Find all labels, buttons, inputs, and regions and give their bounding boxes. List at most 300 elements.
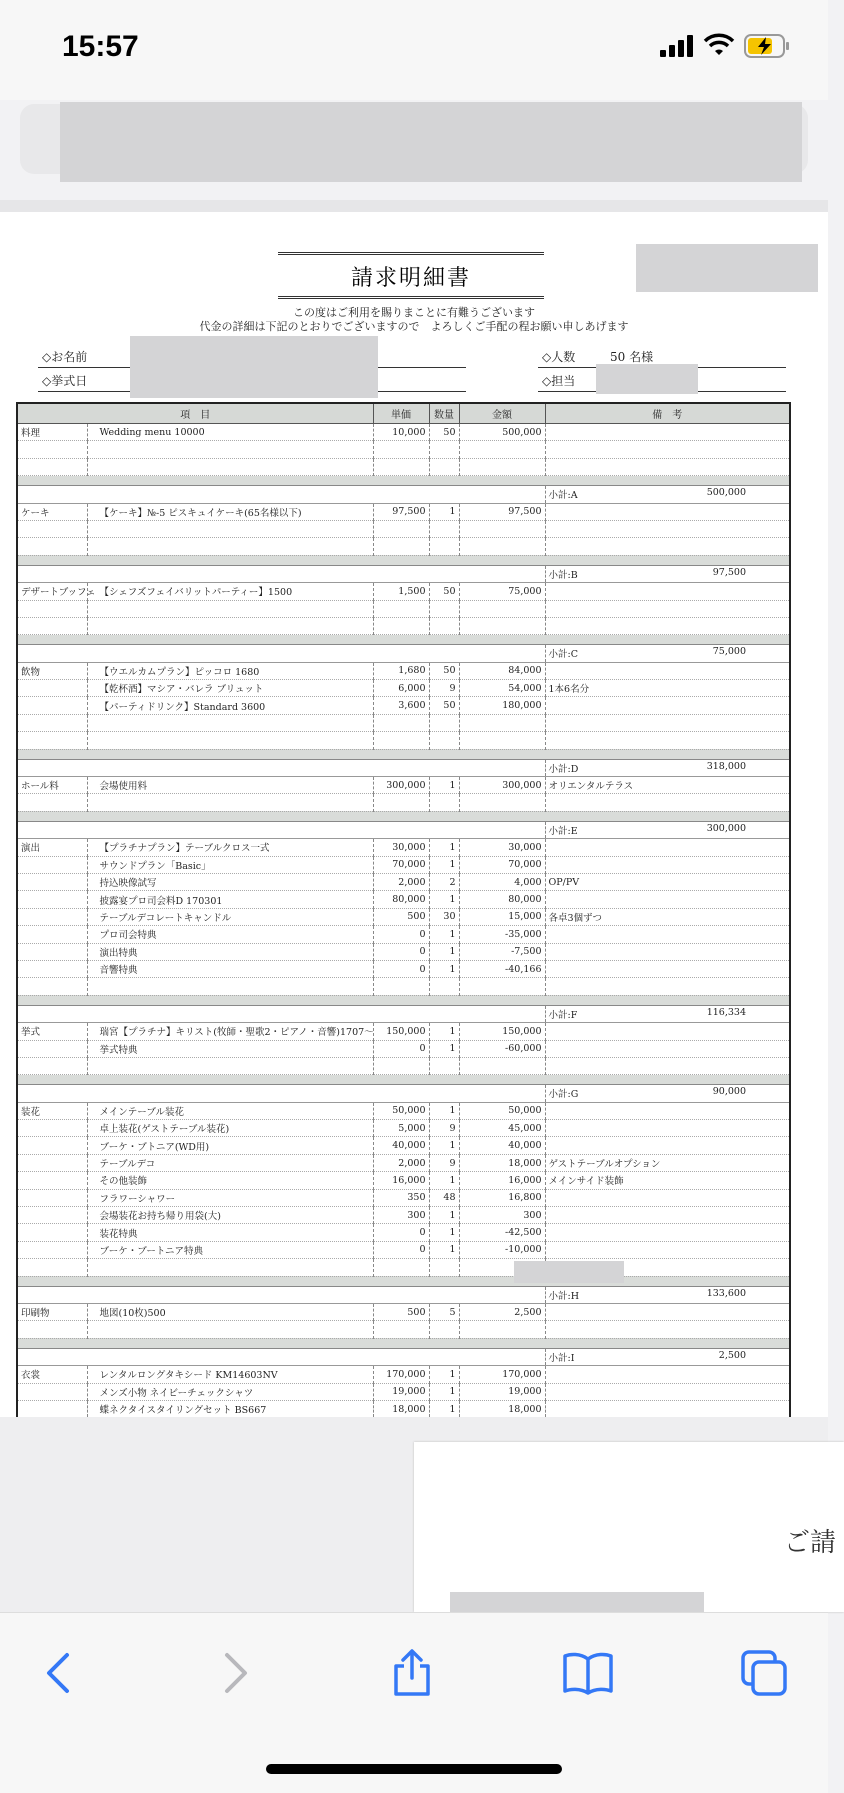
table-row bbox=[17, 1366, 790, 1383]
amount-cell: 70,000 bbox=[459, 856, 545, 873]
table-header-row bbox=[17, 403, 790, 424]
amount-cell: 45,000 bbox=[459, 1120, 545, 1137]
amount-cell: -35,000 bbox=[459, 926, 545, 943]
quantity-cell: 1 bbox=[429, 1172, 459, 1189]
category-cell bbox=[17, 1400, 87, 1418]
unit-price-cell: 0 bbox=[373, 960, 429, 977]
empty-cell bbox=[87, 714, 373, 731]
empty-cell bbox=[373, 1057, 429, 1074]
quantity-cell: 9 bbox=[429, 680, 459, 697]
empty-cell bbox=[429, 1057, 459, 1074]
table-row bbox=[17, 503, 790, 520]
next-page-text: ご請 bbox=[784, 1528, 837, 1558]
item-name-cell: 【乾杯酒】マシア・バレラ ブリュット bbox=[87, 680, 373, 697]
item-name-cell: Wedding menu 10000 bbox=[87, 424, 373, 441]
note-cell bbox=[545, 1189, 790, 1206]
amount-cell: 40,000 bbox=[459, 1137, 545, 1154]
note-cell bbox=[545, 1400, 790, 1418]
item-name-cell: 【パーティドリンク】Standard 3600 bbox=[87, 697, 373, 714]
note-cell bbox=[545, 891, 790, 908]
quantity-cell: 5 bbox=[429, 1303, 459, 1320]
subtotal-label: 小計:C bbox=[548, 649, 578, 661]
unit-price-cell: 40,000 bbox=[373, 1137, 429, 1154]
empty-cell bbox=[429, 520, 459, 537]
subtotal-cell bbox=[545, 1005, 790, 1022]
subtotal-label: 小計:D bbox=[548, 763, 579, 775]
category-cell: ケーキ bbox=[17, 503, 87, 520]
redacted-url bbox=[60, 102, 802, 182]
table-row bbox=[17, 1189, 790, 1206]
people-label: ◇人数 bbox=[542, 350, 576, 364]
item-name-cell: 【シェフズフェイバリットパーティー】1500 bbox=[87, 583, 373, 600]
people-value: 50 名様 bbox=[610, 350, 654, 364]
clock: 15:57 bbox=[62, 30, 139, 63]
unit-price-cell: 5,000 bbox=[373, 1120, 429, 1137]
subtotal-wrap bbox=[549, 1086, 787, 1100]
amount-cell: -42,500 bbox=[459, 1224, 545, 1241]
subtotal-value: 75,000 bbox=[712, 646, 746, 658]
empty-cell bbox=[373, 978, 429, 995]
item-name-cell: サウンドプラン「Basic」 bbox=[87, 856, 373, 873]
band-cell bbox=[17, 635, 790, 645]
item-name-cell: 会場装花お持ち帰り用袋(大) bbox=[87, 1207, 373, 1224]
category-cell bbox=[17, 1120, 87, 1137]
category-cell: ホール料 bbox=[17, 777, 87, 794]
subtotal-label: 小計:G bbox=[548, 1089, 579, 1101]
blank-row bbox=[17, 732, 790, 749]
note-cell bbox=[545, 926, 790, 943]
item-name-cell: 音響特典 bbox=[87, 960, 373, 977]
quantity-cell: 50 bbox=[429, 424, 459, 441]
empty-cell bbox=[373, 441, 429, 458]
quantity-cell: 1 bbox=[429, 891, 459, 908]
invoice-title: 請求明細書 bbox=[278, 252, 544, 299]
table-row bbox=[17, 1400, 790, 1418]
empty-cell bbox=[545, 441, 790, 458]
table-row bbox=[17, 1137, 790, 1154]
subtotal-row bbox=[17, 486, 790, 503]
section-band bbox=[17, 749, 790, 759]
chevron-left-icon bbox=[43, 1651, 73, 1695]
empty-cell bbox=[545, 458, 790, 475]
quantity-cell: 1 bbox=[429, 1366, 459, 1383]
quantity-cell: 1 bbox=[429, 960, 459, 977]
empty-cell bbox=[373, 794, 429, 811]
subtotal-value: 318,000 bbox=[706, 760, 746, 772]
empty-cell bbox=[17, 821, 545, 838]
staff-label: ◇担当 bbox=[542, 374, 576, 388]
invoice-page bbox=[0, 212, 828, 1417]
amount-cell: 2,500 bbox=[459, 1303, 545, 1320]
table-row bbox=[17, 873, 790, 890]
blank-row bbox=[17, 538, 790, 555]
unit-price-cell: 0 bbox=[373, 926, 429, 943]
table-row bbox=[17, 839, 790, 856]
quantity-cell: 48 bbox=[429, 1189, 459, 1206]
quantity-cell: 30 bbox=[429, 908, 459, 925]
table-row bbox=[17, 908, 790, 925]
empty-cell bbox=[17, 1286, 545, 1303]
note-cell bbox=[545, 1366, 790, 1383]
amount-cell: 97,500 bbox=[459, 503, 545, 520]
share-button[interactable] bbox=[382, 1643, 442, 1703]
quantity-cell: 1 bbox=[429, 926, 459, 943]
note-cell: 各卓3個ずつ bbox=[545, 908, 790, 925]
header-amount: 金額 bbox=[459, 403, 545, 424]
amount-cell: 18,000 bbox=[459, 1400, 545, 1418]
empty-cell bbox=[17, 520, 87, 537]
unit-price-cell: 0 bbox=[373, 1224, 429, 1241]
empty-cell bbox=[17, 1005, 545, 1022]
category-cell: 料理 bbox=[17, 424, 87, 441]
unit-price-cell: 3,600 bbox=[373, 697, 429, 714]
quantity-cell: 1 bbox=[429, 1383, 459, 1400]
empty-cell bbox=[459, 441, 545, 458]
table-row bbox=[17, 1224, 790, 1241]
unit-price-cell: 2,000 bbox=[373, 1154, 429, 1171]
empty-cell bbox=[373, 458, 429, 475]
empty-cell bbox=[17, 978, 87, 995]
note-cell: オリエンタルテラス bbox=[545, 777, 790, 794]
subtotal-row bbox=[17, 1286, 790, 1303]
address-bar[interactable] bbox=[20, 104, 808, 174]
subtotal-wrap bbox=[549, 567, 787, 581]
band-cell bbox=[17, 1276, 790, 1286]
empty-cell bbox=[17, 714, 87, 731]
quantity-cell: 1 bbox=[429, 1040, 459, 1057]
amount-cell: 18,000 bbox=[459, 1154, 545, 1171]
category-cell: 印刷物 bbox=[17, 1303, 87, 1320]
empty-cell bbox=[373, 732, 429, 749]
status-icons bbox=[660, 34, 790, 58]
amount-cell: -7,500 bbox=[459, 943, 545, 960]
table-row bbox=[17, 1207, 790, 1224]
unit-price-cell: 70,000 bbox=[373, 856, 429, 873]
category-cell: デザートブッフェ bbox=[17, 583, 87, 600]
note-cell bbox=[545, 1383, 790, 1400]
subtotal-label: 小計:H bbox=[548, 1290, 579, 1302]
blank-row bbox=[17, 458, 790, 475]
amount-cell: 300 bbox=[459, 1207, 545, 1224]
item-name-cell: その他装飾 bbox=[87, 1172, 373, 1189]
amount-cell: 170,000 bbox=[459, 1366, 545, 1383]
band-cell bbox=[17, 1075, 790, 1085]
note-cell bbox=[545, 943, 790, 960]
empty-cell bbox=[17, 759, 545, 776]
empty-cell bbox=[459, 617, 545, 634]
band-cell bbox=[17, 811, 790, 821]
empty-cell bbox=[545, 520, 790, 537]
blank-row bbox=[17, 520, 790, 537]
subtotal-value: 97,500 bbox=[712, 566, 746, 578]
table-row bbox=[17, 943, 790, 960]
empty-cell bbox=[373, 538, 429, 555]
empty-cell bbox=[373, 520, 429, 537]
amount-cell: 300,000 bbox=[459, 777, 545, 794]
redacted-logo bbox=[636, 244, 818, 292]
subtotal-cell bbox=[545, 821, 790, 838]
subtotal-row bbox=[17, 1348, 790, 1365]
redacted-name-date bbox=[130, 336, 378, 398]
empty-cell bbox=[87, 441, 373, 458]
empty-cell bbox=[545, 1321, 790, 1338]
item-name-cell: メインテーブル装花 bbox=[87, 1102, 373, 1119]
amount-cell: 180,000 bbox=[459, 697, 545, 714]
band-cell bbox=[17, 555, 790, 565]
note-cell bbox=[545, 1207, 790, 1224]
amount-cell: -40,166 bbox=[459, 960, 545, 977]
quantity-cell: 1 bbox=[429, 503, 459, 520]
signal-icon bbox=[660, 35, 694, 57]
subtotal-value: 90,000 bbox=[712, 1086, 746, 1098]
empty-cell bbox=[17, 1259, 87, 1276]
subtotal-cell bbox=[545, 759, 790, 776]
note-cell bbox=[545, 1303, 790, 1320]
header-notes: 備 考 bbox=[545, 403, 790, 424]
quantity-cell: 1 bbox=[429, 777, 459, 794]
category-cell bbox=[17, 856, 87, 873]
bookmarks-button[interactable] bbox=[558, 1643, 618, 1703]
amount-cell: 19,000 bbox=[459, 1383, 545, 1400]
item-name-cell: 装花特典 bbox=[87, 1224, 373, 1241]
category-cell: 衣裳 bbox=[17, 1366, 87, 1383]
subtotal-label: 小計:E bbox=[548, 826, 578, 837]
quantity-cell: 1 bbox=[429, 1207, 459, 1224]
unit-price-cell: 19,000 bbox=[373, 1383, 429, 1400]
table-row bbox=[17, 777, 790, 794]
note-cell bbox=[545, 960, 790, 977]
quantity-cell: 1 bbox=[429, 1224, 459, 1241]
item-name-cell: 蝶ネクタイスタイリングセット BS667 bbox=[87, 1400, 373, 1418]
section-band bbox=[17, 1075, 790, 1085]
note-cell bbox=[545, 662, 790, 679]
empty-cell bbox=[459, 520, 545, 537]
empty-cell bbox=[429, 978, 459, 995]
blank-row bbox=[17, 600, 790, 617]
item-name-cell: 卓上装花(ゲストテーブル装花) bbox=[87, 1120, 373, 1137]
redacted-staff bbox=[596, 364, 698, 394]
empty-cell bbox=[459, 1057, 545, 1074]
category-cell: 挙式 bbox=[17, 1023, 87, 1040]
redacted-next-page bbox=[450, 1592, 704, 1612]
empty-cell bbox=[17, 732, 87, 749]
tabs-button[interactable] bbox=[734, 1643, 794, 1703]
empty-cell bbox=[87, 1321, 373, 1338]
unit-price-cell: 10,000 bbox=[373, 424, 429, 441]
category-cell bbox=[17, 1040, 87, 1057]
unit-price-cell: 350 bbox=[373, 1189, 429, 1206]
category-cell bbox=[17, 1172, 87, 1189]
section-band bbox=[17, 1276, 790, 1286]
empty-cell bbox=[429, 714, 459, 731]
subtotal-value: 500,000 bbox=[706, 487, 746, 499]
empty-cell bbox=[429, 1321, 459, 1338]
unit-price-cell: 300,000 bbox=[373, 777, 429, 794]
unit-price-cell: 0 bbox=[373, 1241, 429, 1258]
battery-charging-icon bbox=[744, 34, 790, 58]
category-cell bbox=[17, 1189, 87, 1206]
table-row bbox=[17, 960, 790, 977]
category-cell bbox=[17, 697, 87, 714]
table-row bbox=[17, 424, 790, 441]
category-cell bbox=[17, 680, 87, 697]
redacted-note bbox=[514, 1261, 624, 1283]
amount-cell: 150,000 bbox=[459, 1023, 545, 1040]
amount-cell: 16,800 bbox=[459, 1189, 545, 1206]
item-name-cell: メンズ小物 ネイビーチェックシャツ bbox=[87, 1383, 373, 1400]
header-quantity: 数量 bbox=[429, 403, 459, 424]
wifi-icon bbox=[704, 35, 734, 57]
note-cell bbox=[545, 1102, 790, 1119]
amount-cell: -10,000 bbox=[459, 1241, 545, 1258]
empty-cell bbox=[87, 732, 373, 749]
category-cell: 飲物 bbox=[17, 662, 87, 679]
empty-cell bbox=[17, 1321, 87, 1338]
blank-row bbox=[17, 978, 790, 995]
unit-price-cell: 500 bbox=[373, 1303, 429, 1320]
subtotal-cell bbox=[545, 1085, 790, 1102]
empty-cell bbox=[545, 714, 790, 731]
empty-cell bbox=[459, 794, 545, 811]
unit-price-cell: 1,680 bbox=[373, 662, 429, 679]
quantity-cell: 50 bbox=[429, 662, 459, 679]
item-name-cell: プロ司会特典 bbox=[87, 926, 373, 943]
subtotal-value: 116,334 bbox=[706, 1006, 746, 1018]
amount-cell: 50,000 bbox=[459, 1102, 545, 1119]
category-cell: 装花 bbox=[17, 1102, 87, 1119]
note-cell bbox=[545, 1224, 790, 1241]
band-cell bbox=[17, 995, 790, 1005]
empty-cell bbox=[87, 600, 373, 617]
empty-cell bbox=[87, 617, 373, 634]
blank-row bbox=[17, 617, 790, 634]
category-cell bbox=[17, 1241, 87, 1258]
empty-cell bbox=[459, 714, 545, 731]
empty-cell bbox=[87, 458, 373, 475]
empty-cell bbox=[545, 600, 790, 617]
subtotal-label: 小計:F bbox=[548, 1009, 578, 1021]
quantity-cell: 1 bbox=[429, 856, 459, 873]
note-cell bbox=[545, 839, 790, 856]
band-cell bbox=[17, 1338, 790, 1348]
blank-row bbox=[17, 1259, 790, 1276]
blank-row bbox=[17, 714, 790, 731]
empty-cell bbox=[429, 458, 459, 475]
amount-cell: 4,000 bbox=[459, 873, 545, 890]
amount-cell: 15,000 bbox=[459, 908, 545, 925]
empty-cell bbox=[429, 1259, 459, 1276]
unit-price-cell: 0 bbox=[373, 943, 429, 960]
empty-cell bbox=[429, 732, 459, 749]
subtotal-label: 小計:I bbox=[548, 1352, 575, 1364]
empty-cell bbox=[17, 1348, 545, 1365]
table-row bbox=[17, 1172, 790, 1189]
subtotal-value: 2,500 bbox=[718, 1349, 746, 1361]
unit-price-cell: 6,000 bbox=[373, 680, 429, 697]
quantity-cell: 1 bbox=[429, 839, 459, 856]
subtotal-wrap bbox=[549, 646, 787, 660]
subtotal-row bbox=[17, 645, 790, 662]
subtotal-wrap bbox=[549, 761, 787, 775]
subtotal-value: 300,000 bbox=[706, 823, 746, 834]
category-cell bbox=[17, 1154, 87, 1171]
item-name-cell: 会場使用料 bbox=[87, 777, 373, 794]
toolbar-divider bbox=[0, 200, 828, 212]
item-name-cell: テーブルデコ bbox=[87, 1154, 373, 1171]
empty-cell bbox=[17, 441, 87, 458]
empty-cell bbox=[87, 520, 373, 537]
wedding-date-label: ◇挙式日 bbox=[42, 374, 88, 388]
amount-cell: 500,000 bbox=[459, 424, 545, 441]
unit-price-cell: 300 bbox=[373, 1207, 429, 1224]
note-cell: OP/PV bbox=[545, 873, 790, 890]
empty-cell bbox=[373, 714, 429, 731]
category-cell: 演出 bbox=[17, 839, 87, 856]
category-cell bbox=[17, 926, 87, 943]
empty-cell bbox=[429, 617, 459, 634]
table-row bbox=[17, 1383, 790, 1400]
item-name-cell: 【ウエルカムプラン】ピッコロ 1680 bbox=[87, 662, 373, 679]
note-cell bbox=[545, 1120, 790, 1137]
greeting-line-1: この度はご利用を賜りまことに有難うございます bbox=[293, 306, 535, 319]
note-cell: メインサイド装飾 bbox=[545, 1172, 790, 1189]
quantity-cell: 2 bbox=[429, 873, 459, 890]
note-cell: ゲストテーブルオプション bbox=[545, 1154, 790, 1171]
empty-cell bbox=[429, 600, 459, 617]
subtotal-row bbox=[17, 1085, 790, 1102]
empty-cell bbox=[87, 794, 373, 811]
item-name-cell: ブーケ・ブートニア特典 bbox=[87, 1241, 373, 1258]
quantity-cell: 1 bbox=[429, 1137, 459, 1154]
unit-price-cell: 80,000 bbox=[373, 891, 429, 908]
quantity-cell: 9 bbox=[429, 1120, 459, 1137]
unit-price-cell: 0 bbox=[373, 1040, 429, 1057]
note-cell bbox=[545, 1023, 790, 1040]
section-band bbox=[17, 555, 790, 565]
note-cell bbox=[545, 1137, 790, 1154]
empty-cell bbox=[429, 538, 459, 555]
subtotal-wrap bbox=[549, 823, 787, 837]
back-button[interactable] bbox=[28, 1643, 88, 1703]
amount-cell: 54,000 bbox=[459, 680, 545, 697]
table-row bbox=[17, 1241, 790, 1258]
note-cell: 1本6名分 bbox=[545, 680, 790, 697]
unit-price-cell: 500 bbox=[373, 908, 429, 925]
forward-button[interactable] bbox=[206, 1643, 266, 1703]
empty-cell bbox=[87, 538, 373, 555]
note-cell bbox=[545, 583, 790, 600]
unit-price-cell: 150,000 bbox=[373, 1023, 429, 1040]
empty-cell bbox=[87, 1259, 373, 1276]
section-band bbox=[17, 635, 790, 645]
empty-cell bbox=[17, 486, 545, 503]
table-row bbox=[17, 1120, 790, 1137]
status-bar bbox=[0, 0, 828, 100]
subtotal-cell bbox=[545, 645, 790, 662]
table-row bbox=[17, 856, 790, 873]
empty-cell bbox=[17, 458, 87, 475]
empty-cell bbox=[373, 1259, 429, 1276]
empty-cell bbox=[459, 732, 545, 749]
book-icon bbox=[562, 1651, 614, 1695]
empty-cell bbox=[17, 617, 87, 634]
table-row bbox=[17, 1154, 790, 1171]
table-row bbox=[17, 662, 790, 679]
unit-price-cell: 170,000 bbox=[373, 1366, 429, 1383]
section-band bbox=[17, 476, 790, 486]
unit-price-cell: 2,000 bbox=[373, 873, 429, 890]
item-name-cell: 挙式特典 bbox=[87, 1040, 373, 1057]
